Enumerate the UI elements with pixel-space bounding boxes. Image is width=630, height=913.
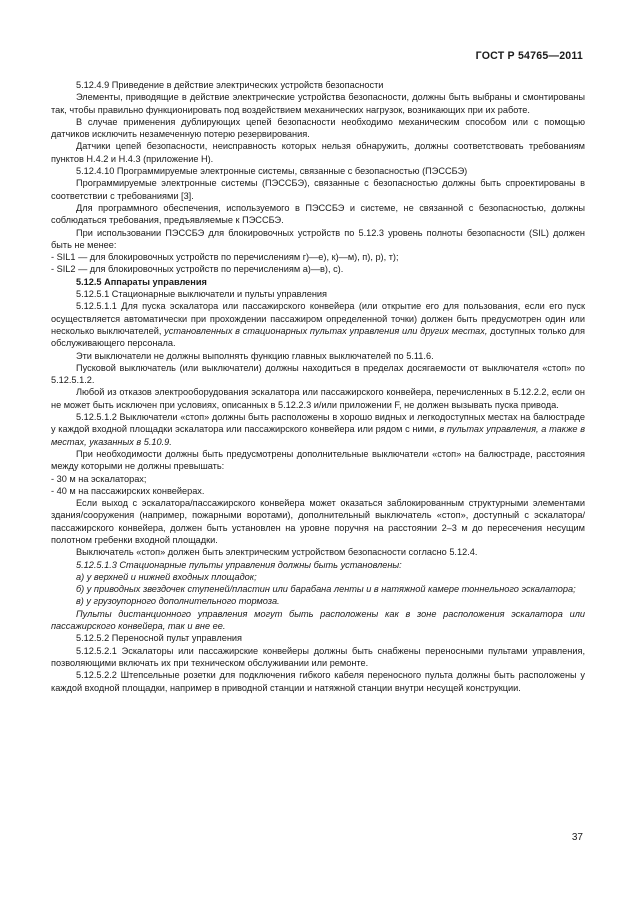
paragraph-text: доступных только для обслуживающего персонала. [51, 325, 585, 349]
clause-heading: 5.12.5.1.3 Стационарные пульты управления должны быть установлены: [76, 559, 402, 570]
paragraph: Любой из отказов электрооборудования эскалатора или пассажирского конвейера, перечисленных в 5.12.2.2, если он не может быть исключен при условиях, описанных в 5.12.2.3 и/или приложении F, не должен вызывать пуска привода. [51, 387, 585, 410]
list-item: - SIL2 — для блокировочных устройств по перечислениям а)—в), с). [51, 264, 344, 275]
italic-text: в пультах управления, а также в местах, указанных в 5.10.9. [51, 424, 585, 447]
document-body [51, 79, 585, 694]
paragraph: При необходимости должны быть предусмотрены дополнительные выключатели «стоп» на балюстраде, расстояния между которыми не должны превышать: [51, 448, 585, 472]
paragraph: В случае применения дублирующих цепей безопасности необходимо механическим способом или с помощью датчиков исключить незамеченную потерю резервирования. [51, 116, 585, 140]
list-item: а) у верхней и нижней входных площадок; [76, 571, 257, 582]
paragraph: Пусковой выключатель (или выключатели) должны находиться в пределах досягаемости от выключателя «стоп» по 5.12.5.1.2. [51, 362, 585, 386]
clause-heading: 5.12.4.10 Программируемые электронные системы, связанные с безопасностью (ПЭССБЭ) [76, 166, 468, 177]
page-number: 37 [571, 832, 583, 843]
clause-heading: 5.12.5.2 Переносной пульт управления [76, 633, 243, 644]
list-item: - 30 м на эскалаторах; [51, 473, 147, 484]
list-item: - 40 м на пассажирских конвейерах. [51, 485, 205, 496]
section-heading: 5.12.5 Аппараты управления [76, 276, 207, 287]
paragraph: 5.12.5.2.1 Эскалаторы или пассажирские конвейеры должны быть снабжены переносными пультами управления, позволяющими включать их при техническом обслуживании или ремонте. [51, 645, 585, 668]
document-header: ГОСТ Р 54765—2011 [475, 50, 583, 62]
paragraph: Выключатель «стоп» должен быть электрическим устройством безопасности согласно 5.12.4. [76, 547, 478, 558]
clause-heading: 5.12.5.1 Стационарные выключатели и пульты управления [76, 289, 328, 300]
paragraph: Пульты дистанционного управления могут быть расположены как в зоне расположения эскалатора или пассажирского конвейера, так и вне ее. [51, 608, 585, 632]
paragraph: Эти выключатели не должны выполнять функцию главных выключателей по 5.11.6. [76, 350, 434, 361]
paragraph: 5.12.5.2.2 Штепсельные розетки для подключения гибкого кабеля переносного пульта должны быть расположены у каждой входной площадки, например в приводной станции и натяжной станции внутри несущей конструкции. [51, 670, 585, 693]
paragraph [51, 300, 585, 349]
paragraph: При использовании ПЭССБЭ для блокировочных устройств по 5.12.3 уровень полноты безопасности (SIL) должен быть не менее: [51, 227, 585, 250]
paragraph: Программируемые электронные системы (ПЭССБЭ), связанные с безопасностью должны быть спроектированы в соответствии с требованиями [3]. [51, 178, 585, 201]
paragraph: Датчики цепей безопасности, неисправность которых нельзя обнаружить, должны соответствовать требованиям пунктов Н.4.2 и Н.4.3 (приложение Н). [51, 141, 585, 164]
paragraph: Если выход с эскалатора/пассажирского конвейера может оказаться заблокированным структурными элементами здания/сооружения (например, пожарными воротами), дополнительный выключатель «стоп», доступный с эскалатора/пассажирского конвейера, должен быть установлен на уровне поручня на расстоянии 2–3 м до пересечения несущим полотном гребенки входной площадки. [51, 498, 585, 545]
paragraph-text: 5.12.5.1.1 Для пуска эскалатора или пассажирского конвейера (или открытие его для пользования, если его пуск осуществляется автоматически при прохождении пассажиром определенной точки) должен быть предусмотрен один или несколько выключателей, [51, 301, 585, 336]
list-item: в) у грузоупорного дополнительного тормоза. [76, 596, 280, 607]
paragraph [51, 411, 585, 448]
paragraph: Элементы, приводящие в действие электрические устройства безопасности, должны быть выбраны и смонтированы так, чтобы правильно функционировать под воздействием механических нагрузок, возникающих при их работе. [51, 92, 585, 115]
clause-heading: 5.12.4.9 Приведение в действие электрических устройств безопасности [76, 80, 384, 90]
list-item: - SIL1 — для блокировочных устройств по перечислениям г)—е), к)—м), п), р), т); [51, 252, 399, 263]
paragraph: Для программного обеспечения, используемого в ПЭССБЭ и системе, не связанной с безопасностью, должны соблюдаться требования, предъявляемые к ПЭССБЭ. [51, 202, 585, 226]
italic-text: установленных в стационарных пультах управления или других местах, [164, 325, 488, 336]
list-item: б) у приводных звездочек ступеней/пластин или барабана ленты и в натяжной камере тоннельного эскалатора; [76, 584, 576, 595]
paragraph-text: 5.12.5.1.2 Выключатели «стоп» должны быть расположены в хорошо видных и легкодоступных местах на балюстраде у каждой входной площадки эскалатора или пассажирского конвейера или рядом с ними, [51, 412, 585, 435]
